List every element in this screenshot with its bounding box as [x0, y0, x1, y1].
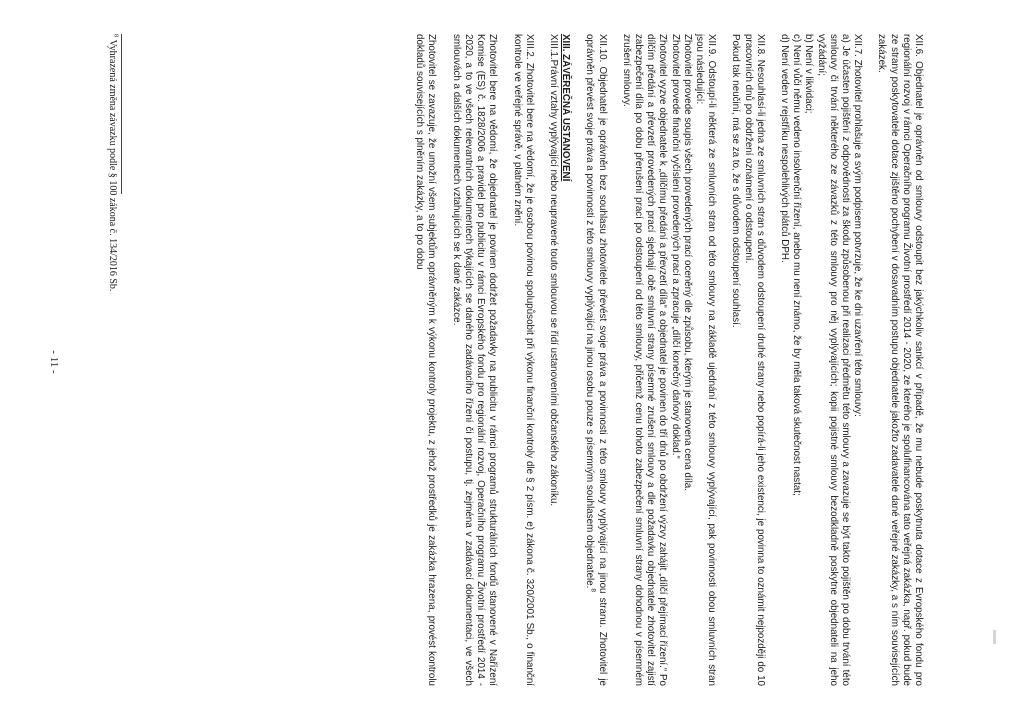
clause-xiii-2: XIII.2. Zhotovitel bere na vědomí, že je osobou povinou spolupůsobit při výkonu finanční kontroly dle § 2 písm. e) zákona č. 320/2001 Sb., o finanční kontrole ve veřejné správě, v platném znění. — [511, 34, 535, 686]
clause-xiii-1: XIII.1.Právní vztahy vyplývající nebo neupravené touto smlouvou se řídí ustanoveními občanského zákoníku. — [547, 34, 559, 507]
clause-xii-7-d: d) Není veden v rejstříku nespolehlivých plátců DPH. — [778, 34, 790, 263]
clause-xii-8-note: Pokud tak neučiní, má se za to, že s důvodem odstoupení souhlasí. — [730, 34, 742, 328]
clause-xii-7-c: c) Není vůči němu vedeno insolvenční řízení, anebo mu není známo, že by měla taková skutečnost nastat; — [791, 34, 803, 496]
clause-xii-8: XII.8. Nesouhlasí-li jedna ze smluvních stran s důvodem odstoupení druhé strany nebo popírá-li jeho existenci, je povinna to oznámit nejpozději do 10 pracovních dnů po obdržení oznámení o odstoupení. — [742, 34, 766, 686]
footnote-rule — [121, 34, 122, 194]
clause-xii-7-b: b) Není v likvidaci; — [803, 34, 815, 114]
clause-xiii-2-control: Zhotovitel se zavazuje, že umožní všem subjektům oprávněným k výkonu kontroly projektu, z jehož prostředků je zakázka hrazena, provést kontrolu dokladů souvisejících s plněním zakázky, a to po dobu — [414, 34, 438, 686]
clause-xii-9: XII.9. Odstoupí-li některá ze smluvních stran od této smlouvy na základě ujednání z této smlouvy vyplývající, pak povinnosti obou smluvních stran jsou následující: — [693, 34, 718, 686]
clause-xii-10-text: XII.10. Objednatel je oprávněn bez souhlasu zhotovitele převést svoje práva a povinnosti z této smlouvy vyplývající na jinou stranu. Zhotovitel je oprávněn převést svoje práva a povinnosti z této smlouvy vyplývající na jinou osobu pouze s písemným souhlasem objednatele. — [584, 34, 608, 686]
clause-xii-6: XII.6. Objednatel je oprávněn od smlouvy odstoupit bez jakýchkoliv sankcí v případě, že mu nebude poskytnuta dotace z Evropského fondu pro regionální rozvoj v rámci Operačního programu Životní prostředí 2014 - 2020, ze kterého je spolufinancována tato veřejná zakázka, např. pokud bude ze strany poskytovatele dotace zjištěno pochybení v dosavadním postupu objednatele jakožto zadavatele dané veřejné zakázky, a s ním souvisejících zakázek. — [876, 34, 924, 686]
footnote — [106, 34, 118, 654]
footnote-text: Vyhrazená změna závazku podle § 100 zákona č. 134/2016 Sb. — [107, 37, 118, 292]
page-body — [413, 34, 924, 686]
clause-xii-9-vycisleni: Zhotovitel provede finanční vyčíslení provedených prací a zpracuje „dílčí konečný daňový doklad.“ — [669, 34, 681, 459]
footnote-marker: 8 — [112, 34, 120, 38]
clause-xii-9-predani: Zhotovitel vyzve objednatele k „dílčímu předání a převzetí díla“ a objednatel je povinen do tří dnů po obdržení výzvy zahájit „dílčí přejímací řízení.“ Po dílčím předání a převzetí provedených prací sjednají obě smluvní strany písemné zrušení smlouvy a dle požadavku objednatele zhotovitel zajistí zabezpečení díla po dobu přerušení prací po odstoupení od této smlouvy, přičemž cenu tohoto zabezpečení smluvní strany dohodnou v písemném zrušení smlouvy. — [620, 34, 669, 686]
clause-xiii-2-publicity: Zhotovitel bere na vědomí, že objednatel je povinen dodržet požadavky na publicitu v rámci programů strukturálních fondů stanovené v Nařízení Komise (ES) č. 1828/2006 a pravidel pro publicitu v rámci Evropského fondu pro regionální rozvoj, Operačního programu Životní prostředí 2014 - 2020, a to ve všech relevantních dokumentech týkajících se daného zadávacího řízení či postupu, tj. zejména v zadávací dokumentaci, ve všech smlouvách a dalších dokumentech vztahujících se k dané zakázce. — [450, 34, 499, 686]
page-number: - 11 - — [48, 350, 60, 374]
clause-xii-9-soupis: Zhotovitel provede soupis všech provedených prací oceněný dle způsobu, kterým je stanovena cena díla. — [681, 34, 693, 491]
clause-xii-7-intro: XII.7. Zhotovitel prohlašuje a svým podpisem potvrzuje, že ke dni uzavření této smlouvy: — [852, 34, 864, 417]
footnote-ref: 8 — [589, 588, 597, 593]
clause-xii-10 — [583, 34, 607, 686]
section-xiii-heading: XIII. ZÁVĚREČNÁ USTANOVENÍ — [560, 34, 572, 182]
scan-mark — [993, 630, 996, 644]
clause-xii-7-a: a) Je účasten pojištění z odpovědnosti za škodu způsobenou při realizaci předmětu této smlouvy a zavazuje se být takto pojištěn po dobu trvání této smlouvy či trvání některého ze závazků z této smlouvy pro něj vyplývajících; kopii pojistné smlouvy bezodkladně poskytne objednateli na jeho vyžádání; — [815, 34, 851, 686]
